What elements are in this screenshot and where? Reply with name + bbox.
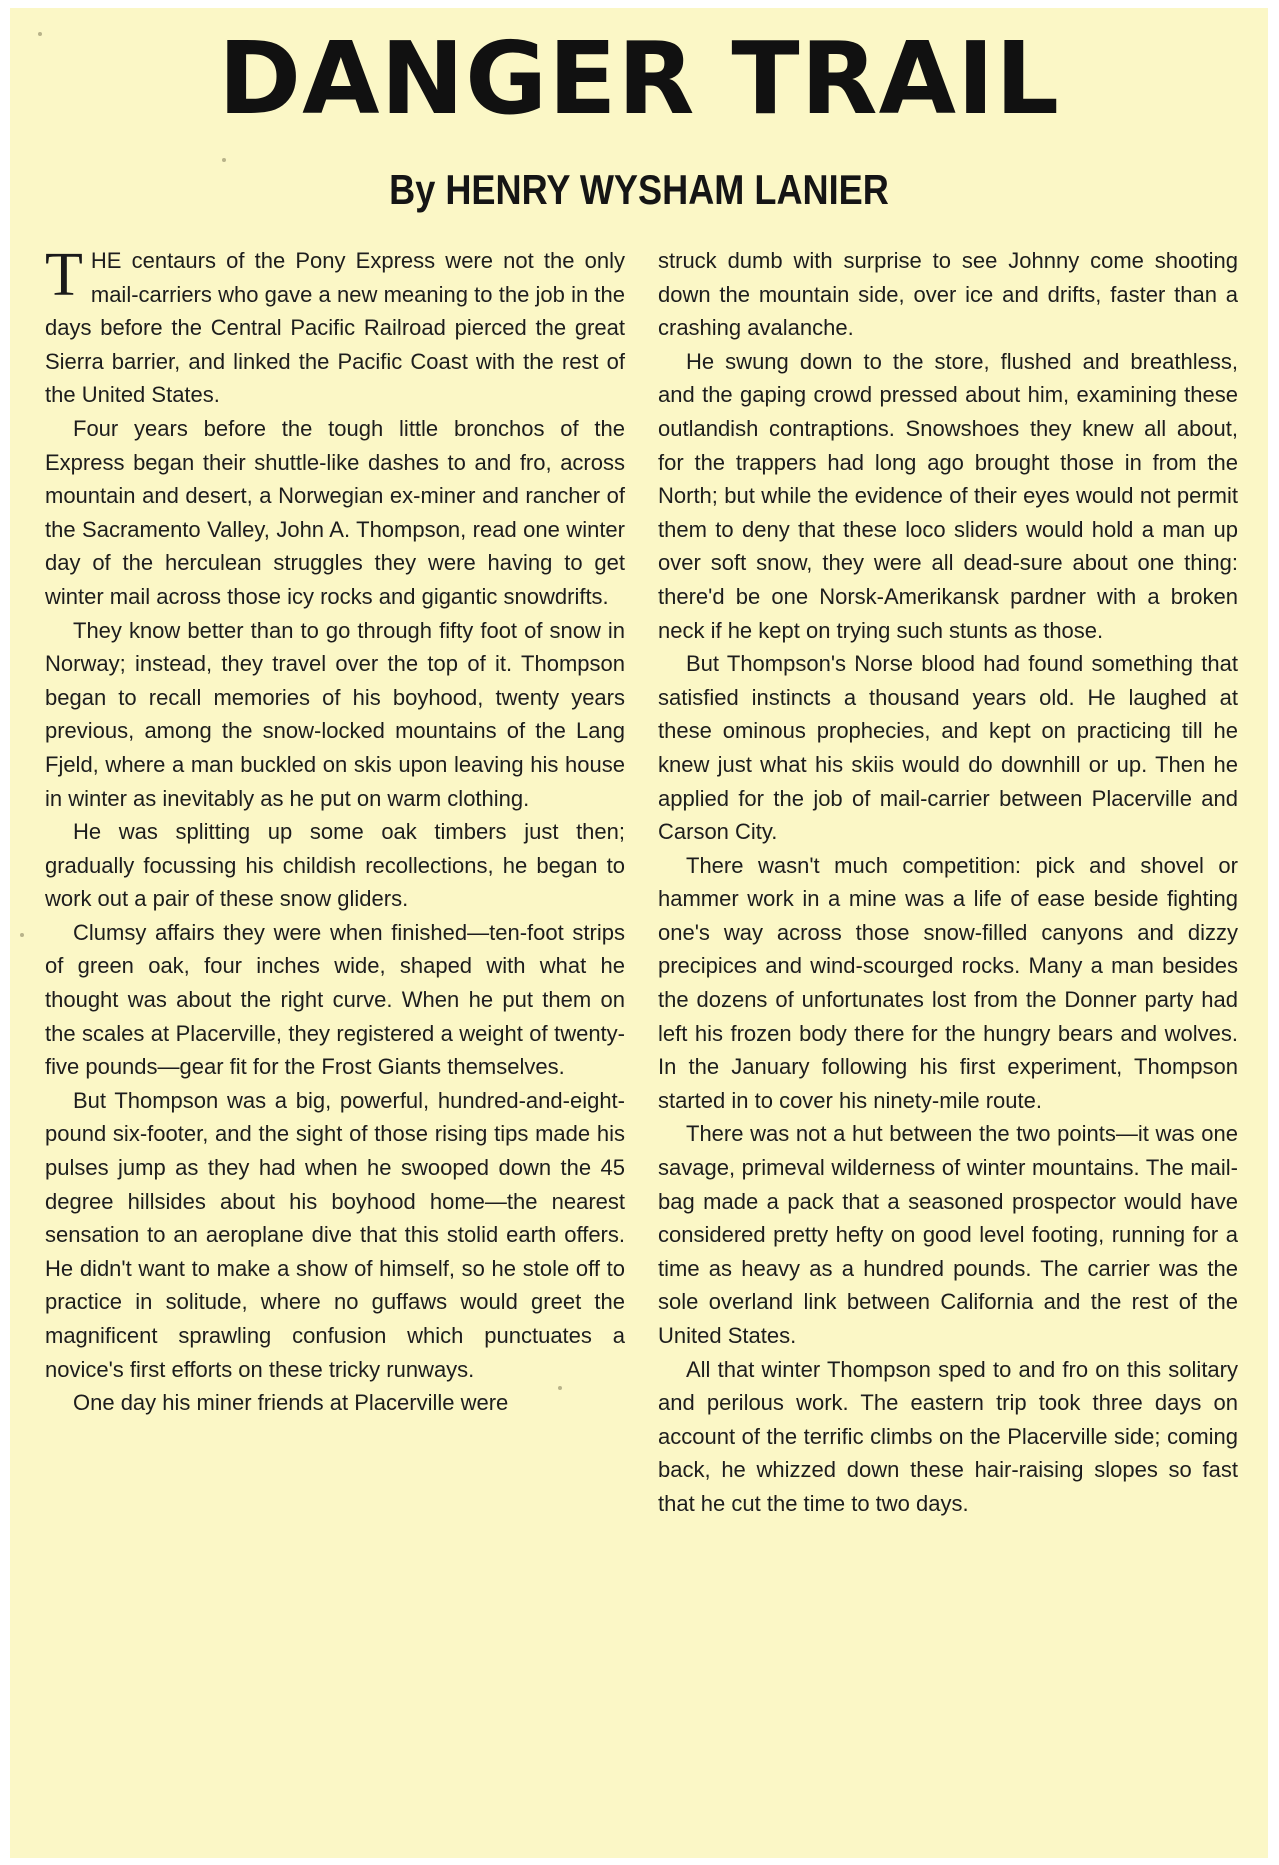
paragraph-7: One day his miner friends at Placerville were xyxy=(73,1390,509,1416)
paragraph-2: Four years before the tough little bronchos of the Express began their shuttle-like dashes to and fro, across mountain and desert, a Norwegian ex-miner and rancher of the Sacramento Valley, John A. Thompson, read one winter day of the herculean struggles they were having to get winter mail across those icy rocks and gigantic snowdrifts. xyxy=(45,415,625,609)
paragraph-1-text: HE centaurs of the Pony Express were not the only mail-carriers who gave a new meaning to the job in the days before the Central Pacific Railroad pierced the great Sierra barrier, and linked the Pacific Coast with the rest of the United States. xyxy=(45,248,625,408)
paragraph-7-continued: struck dumb with surprise to see Johnny come shooting down the mountain side, over ice and drifts, faster than a crashing avalanche. xyxy=(658,248,1238,341)
print-speck xyxy=(38,32,42,36)
paragraph-3: They know better than to go through fifty foot of snow in Norway; instead, they travel over the top of it. Thompson began to recall memories of his boyhood, twenty years previous, among the snow-locked mountains of the Lang Fjeld, where a man buckled on skis upon leaving his house in winter as inevitably as he put on warm clothing. xyxy=(45,617,625,811)
paragraph-9: But Thompson's Norse blood had found something that satisfied instincts a thousand years old. He laughed at these ominous prophecies, and kept on practicing till he knew just what his skiis would do downhill or up. Then he applied for the job of mail-carrier between Placerville and Carson City. xyxy=(658,651,1238,845)
paragraph-6: But Thompson was a big, powerful, hundred-and-eight-pound six-footer, and the sight of those rising tips made his pulses jump as they had when he swooped down the 45 degree hillsides about his boyhood home—the nearest sensation to an aeroplane dive that this stolid earth offers. He didn't want to make a show of himself, so he stole off to practice in solitude, where no guffaws would greet the magnificent sprawling confusion which punctuates a novice's first efforts on these tricky runways. xyxy=(45,1087,625,1382)
paragraph-12: All that winter Thompson sped to and fro on this solitary and perilous work. The eastern trip took three days on account of the terrific climbs on the Placerville side; coming back, he whizzed down these hair-raising slopes so fast that he cut the time to two days. xyxy=(658,1356,1238,1516)
article-title: DANGER TRAIL xyxy=(218,20,1060,137)
print-speck xyxy=(20,933,24,937)
drop-cap: T xyxy=(45,241,83,309)
paragraph-4: He was splitting up some oak timbers just then; gradually focussing his childish recollections, he began to work out a pair of these snow gliders. xyxy=(45,819,625,912)
magazine-page xyxy=(10,8,1268,1858)
paragraph-5: Clumsy affairs they were when finished—ten-foot strips of green oak, four inches wide, shaped with what he thought was about the right curve. When he put them on the scales at Placerville, they registered a weight of twenty-five pounds—gear fit for the Frost Giants themselves. xyxy=(45,919,625,1080)
paragraph-8: He swung down to the store, flushed and breathless, and the gaping crowd pressed about him, examining these outlandish contraptions. Snowshoes they knew all about, for the trappers had long ago brought those in from the North; but while the evidence of their eyes would not permit them to deny that these loco sliders would hold a man up over soft snow, they were all dead-sure about one thing: there'd be one Norsk-Amerikansk pardner with a broken neck if he kept on trying such stunts as those. xyxy=(658,348,1238,643)
paragraph-10: There wasn't much competition: pick and shovel or hammer work in a mine was a life of ease beside fighting one's way across those snow-filled canyons and dizzy precipices and wind-scourged rocks. Many a man besides the dozens of unfortunates lost from the Donner party had left his frozen body there for the hungry bears and wolves. In the January following his first experiment, Thompson started in to cover his ninety-mile route. xyxy=(658,852,1238,1113)
paragraph-1 xyxy=(45,241,625,412)
right-column xyxy=(658,244,1238,1521)
paragraph-11: There was not a hut between the two points—it was one savage, primeval wilderness of winter mountains. The mail-bag made a pack that a seasoned prospector would have considered pretty hefty on good level footing, running for a time as heavy as a hundred pounds. The carrier was the sole overland link between California and the rest of the United States. xyxy=(658,1121,1238,1348)
left-column xyxy=(45,241,625,1420)
print-speck xyxy=(222,158,226,162)
article-byline: By HENRY WYSHAM LANIER xyxy=(389,166,889,213)
print-speck xyxy=(558,1386,562,1390)
